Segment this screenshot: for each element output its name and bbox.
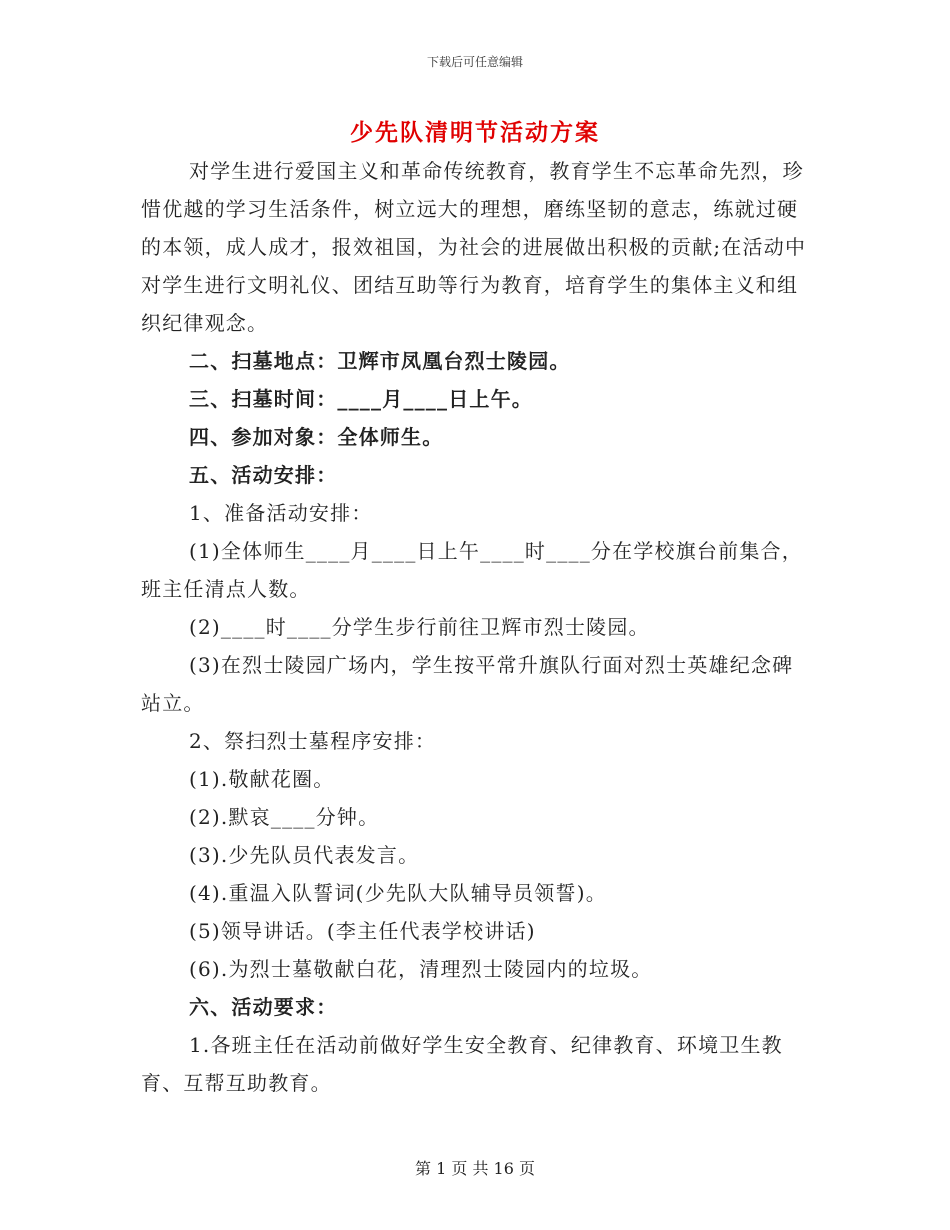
page-footer: 第 1 页 共 16 页 (415, 1159, 535, 1178)
procedure-heading: 2、祭扫烈士墓程序安排： (189, 729, 437, 753)
procedure-item-5: (5)领导讲话。(李主任代表学校讲话) (189, 919, 536, 943)
section-participants: 四、参加对象：全体师生。 (189, 425, 444, 449)
page-header-note: 下载后可任意编辑 (426, 55, 523, 69)
prep-item-1: (1)全体师生____月____日上午____时____分在学校旗台前集合，班主任清点人数。 (141, 539, 803, 601)
section-place: 二、扫墓地点：卫辉市凤凰台烈士陵园。 (189, 349, 571, 373)
procedure-item-1: (1).敬献花圈。 (189, 767, 335, 791)
prep-item-3: (3)在烈士陵园广场内，学生按平常升旗队行面对烈士英雄纪念碑站立。 (141, 653, 794, 715)
procedure-item-2: (2).默哀____分钟。 (189, 805, 380, 829)
section-time: 三、扫墓时间：____月____日上午。 (189, 387, 533, 411)
document-title: 少先队清明节活动方案 (350, 119, 600, 146)
prep-item-2: (2)____时____分学生步行前往卫辉市烈士陵园。 (189, 615, 650, 639)
procedure-item-3: (3).少先队员代表发言。 (189, 843, 420, 867)
procedure-item-4: (4).重温入队誓词(少先队大队辅导员领誓)。 (189, 881, 607, 905)
intro-paragraph: 对学生进行爱国主义和革命传统教育，教育学生不忘革命先烈，珍惜优越的学习生活条件，树立远大的理想，磨练坚韧的意志，练就过硬的本领，成人成才，报效祖国，为社会的进展做出积极的贡献;在活动中对学生进行文明礼仪、团结互助等行为教育，培育学生的集体主义和组织纪律观念。 (141, 159, 807, 335)
prep-heading: 1、准备活动安排： (189, 501, 373, 525)
section-requirements-heading: 六、活动要求： (189, 995, 338, 1019)
document-body (141, 152, 811, 1102)
section-arrangement-heading: 五、活动安排： (189, 463, 338, 487)
procedure-item-6: (6).为烈士墓敬献白花，清理烈士陵园内的垃圾。 (189, 957, 653, 981)
requirement-item-1: 1.各班主任在活动前做好学生安全教育、纪律教育、环境卫生教育、互帮互助教育。 (141, 1033, 783, 1095)
